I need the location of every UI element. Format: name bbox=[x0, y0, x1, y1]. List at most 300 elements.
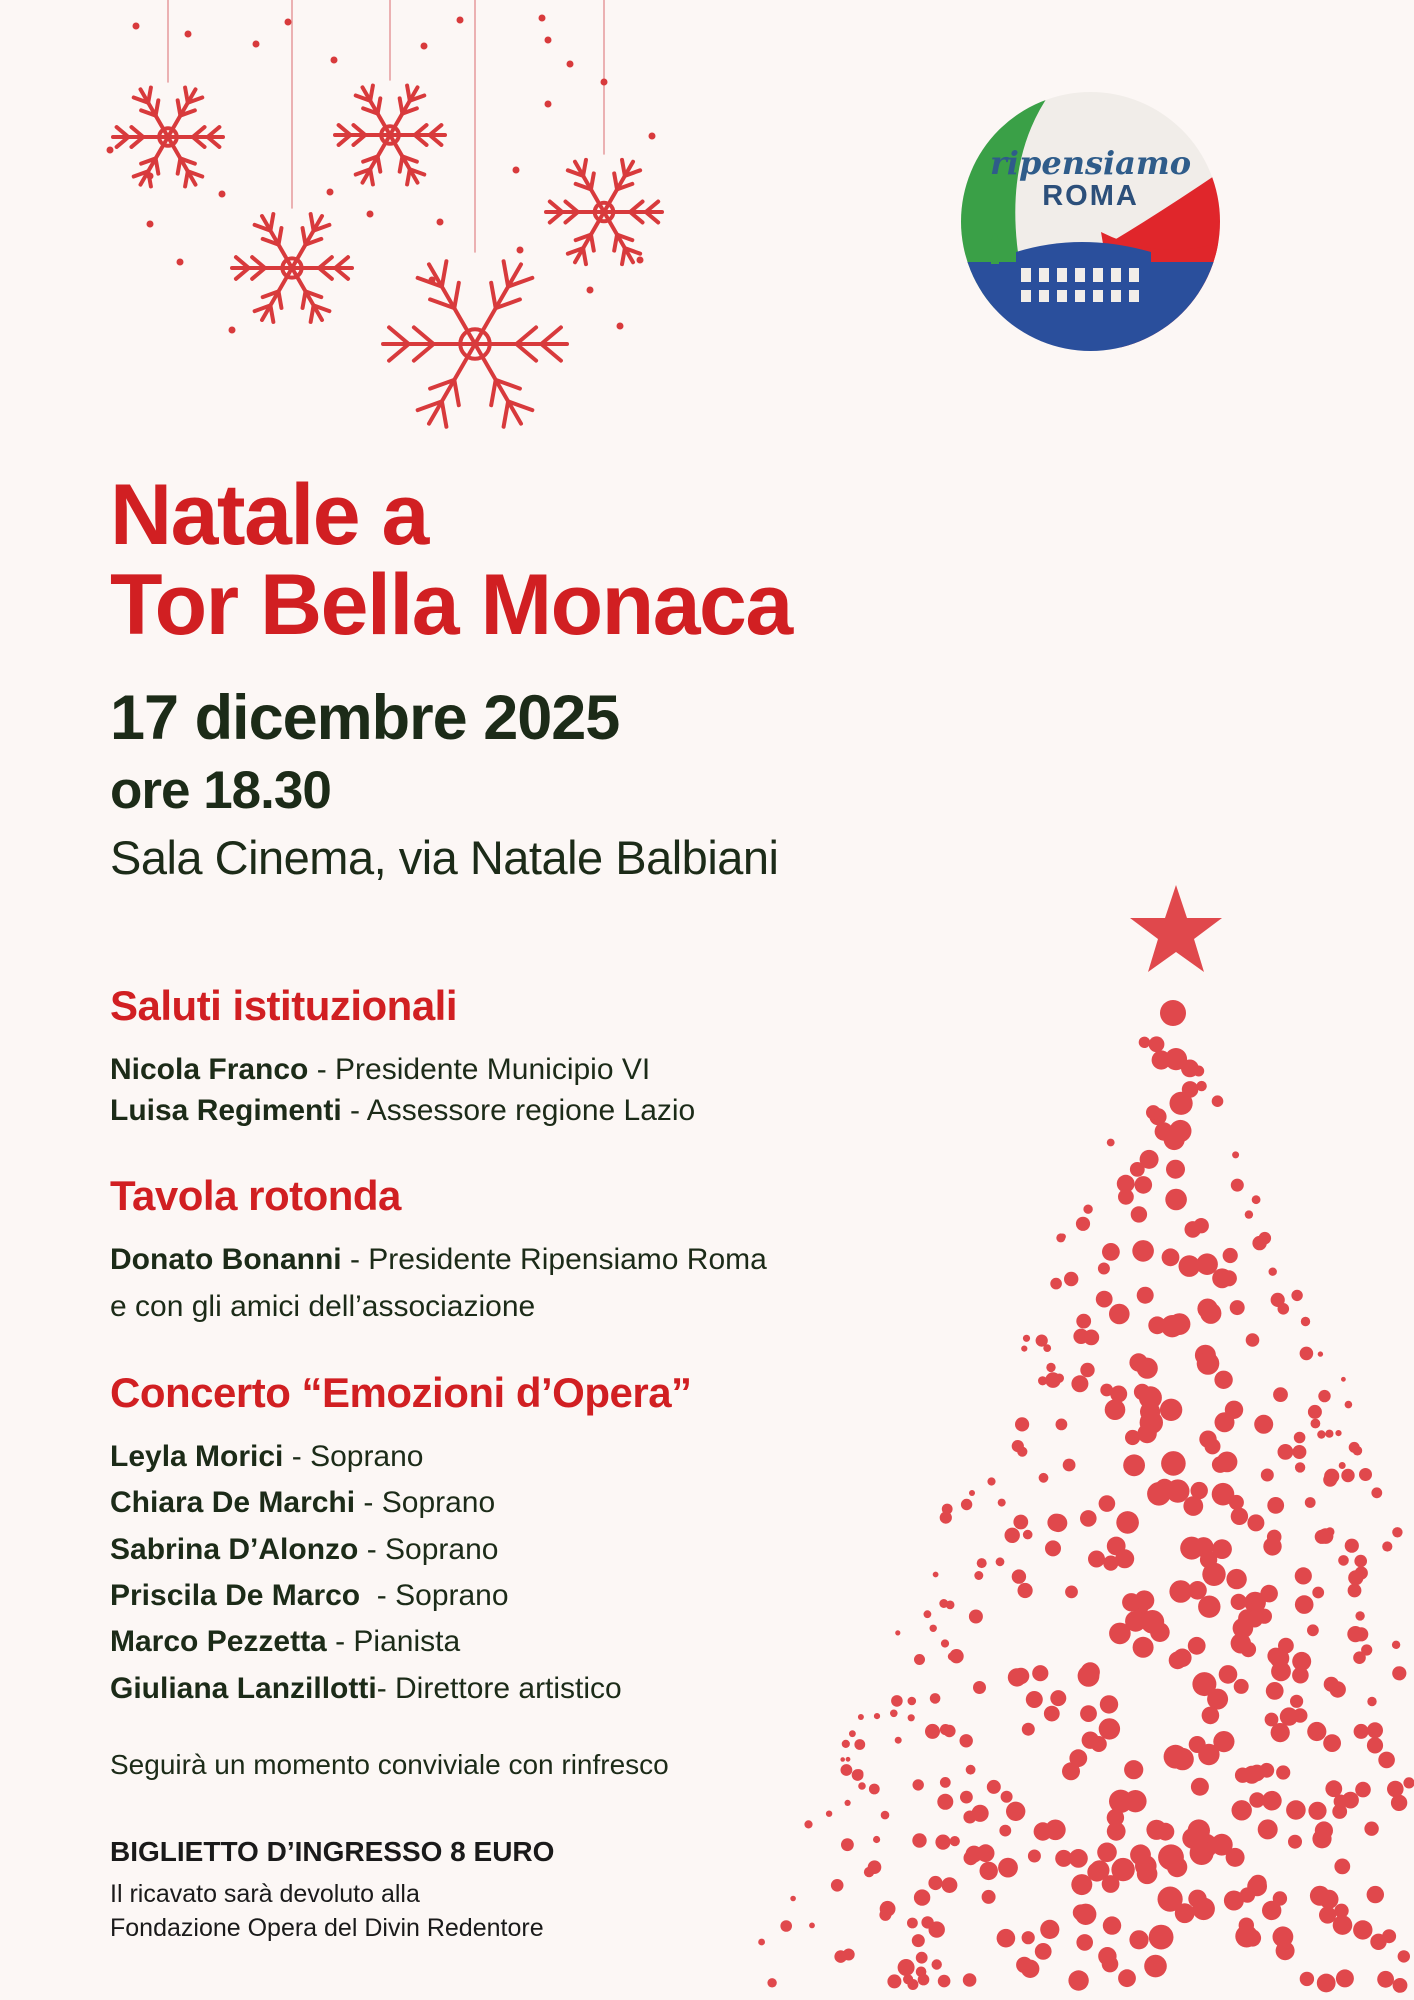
tree-dot bbox=[1367, 1737, 1383, 1753]
tree-dot bbox=[1137, 1864, 1158, 1885]
tree-dot bbox=[1246, 1333, 1260, 1347]
tree-dot bbox=[1308, 1802, 1326, 1820]
tree-dot bbox=[1083, 1330, 1099, 1346]
tree-dot bbox=[974, 1571, 983, 1580]
snow-dot bbox=[545, 37, 552, 44]
snow-dot bbox=[133, 23, 140, 30]
tree-dot bbox=[1219, 1665, 1238, 1684]
tree-dot bbox=[1341, 1377, 1346, 1382]
tree-dot bbox=[1382, 1541, 1392, 1551]
tree-dot bbox=[1076, 1217, 1090, 1231]
tree-dot bbox=[914, 1889, 930, 1905]
tree-dot bbox=[972, 1805, 989, 1822]
tree-dot bbox=[930, 1625, 937, 1632]
tree-dot bbox=[1403, 1777, 1414, 1788]
tree-dot bbox=[1393, 1978, 1408, 1993]
tree-dot bbox=[1348, 1584, 1362, 1598]
performer-line bbox=[110, 1440, 424, 1474]
tree-dot bbox=[998, 1499, 1006, 1507]
tree-dot bbox=[1305, 1497, 1316, 1508]
tree-dot bbox=[940, 1512, 952, 1524]
tree-dot bbox=[1064, 1272, 1078, 1286]
tree-dot bbox=[1252, 1195, 1261, 1204]
tree-dot bbox=[858, 1782, 866, 1790]
tree-dot bbox=[1333, 1915, 1353, 1935]
speaker-role: - Presidente Ripensiamo Roma bbox=[341, 1243, 767, 1276]
tree-dot bbox=[1115, 1549, 1134, 1568]
tree-dot bbox=[1149, 1925, 1174, 1950]
tree-dot bbox=[1049, 1514, 1067, 1532]
tree-dot bbox=[1102, 1956, 1119, 1973]
tree-dot bbox=[1319, 1890, 1338, 1909]
tree-dot bbox=[1018, 1583, 1033, 1598]
tree-dot bbox=[1271, 1723, 1290, 1742]
tree-dot bbox=[1223, 1248, 1238, 1263]
tree-dot bbox=[1150, 1622, 1170, 1642]
tree-dot bbox=[1353, 1920, 1372, 1939]
performer-name: Marco Pezzetta bbox=[110, 1625, 327, 1658]
tree-dot bbox=[903, 1974, 913, 1984]
tree-dot bbox=[1212, 1268, 1232, 1288]
tree-dot bbox=[907, 1918, 918, 1929]
tree-dot bbox=[852, 1769, 864, 1781]
tree-dot bbox=[1192, 1898, 1215, 1921]
event-place: Sala Cinema, via Natale Balbiani bbox=[110, 831, 779, 884]
tree-dot bbox=[1097, 1843, 1117, 1863]
tree-dot bbox=[1205, 1438, 1221, 1454]
christmas-tree-icon bbox=[758, 1000, 1414, 1993]
tree-dot bbox=[1262, 1791, 1282, 1811]
tree-dot bbox=[1125, 1430, 1140, 1445]
tree-dot bbox=[879, 1909, 891, 1921]
snow-dot bbox=[253, 41, 260, 48]
tree-dot bbox=[924, 1610, 932, 1618]
tree-dot bbox=[874, 1713, 880, 1719]
tree-dot bbox=[864, 1867, 874, 1877]
tree-dot bbox=[1254, 1415, 1273, 1434]
tree-dot bbox=[1312, 1587, 1324, 1599]
tree-dot bbox=[998, 1858, 1018, 1878]
tree-dot bbox=[928, 1876, 942, 1890]
tree-dot bbox=[834, 1950, 847, 1963]
tree-dot bbox=[809, 1923, 815, 1929]
tree-dot bbox=[961, 1499, 972, 1510]
snow-dot bbox=[107, 147, 114, 154]
tree-dot bbox=[1267, 1497, 1284, 1514]
tree-dot bbox=[1183, 1496, 1203, 1516]
performer-line bbox=[110, 1672, 622, 1706]
tree-dot bbox=[898, 1959, 915, 1976]
tree-dot bbox=[1098, 1263, 1110, 1275]
tree-dot bbox=[1068, 1970, 1088, 1990]
speaker-role: e con gli amici dell’associazione bbox=[110, 1290, 536, 1323]
tree-dot bbox=[977, 1558, 987, 1568]
section-heading-saluti: Saluti istituzionali bbox=[110, 982, 458, 1029]
tree-dot bbox=[854, 1739, 865, 1750]
tree-dot bbox=[1130, 1162, 1145, 1177]
tree-dot bbox=[1202, 1563, 1225, 1586]
tree-dot bbox=[1118, 1969, 1136, 1987]
tree-dot bbox=[1160, 1000, 1186, 1026]
tree-dot bbox=[1080, 1705, 1097, 1722]
tree-dot bbox=[758, 1939, 765, 1946]
tree-dot bbox=[1099, 1495, 1116, 1512]
snow-dot bbox=[457, 17, 464, 24]
tree-dot bbox=[1398, 1950, 1410, 1962]
tree-dot bbox=[1247, 1514, 1264, 1531]
snowflake-icon bbox=[232, 0, 352, 322]
snow-dot bbox=[285, 19, 292, 26]
tree-dot bbox=[1137, 1287, 1154, 1304]
performer-line bbox=[110, 1533, 498, 1567]
tree-dot bbox=[939, 1599, 948, 1608]
snow-dot bbox=[185, 31, 192, 38]
tree-dot bbox=[1129, 1353, 1147, 1371]
tree-dot bbox=[1278, 1303, 1290, 1315]
tree-dot bbox=[840, 1757, 845, 1762]
star-icon bbox=[1130, 885, 1222, 972]
tree-dot bbox=[1301, 1317, 1310, 1326]
tree-dot bbox=[1295, 1567, 1312, 1584]
tree-dot bbox=[1295, 1462, 1305, 1472]
tree-dot bbox=[1273, 1387, 1288, 1402]
tree-dot bbox=[1315, 1530, 1329, 1544]
tree-dot bbox=[942, 1877, 958, 1893]
tree-dot bbox=[1334, 1859, 1350, 1875]
tree-dot bbox=[1021, 1960, 1039, 1978]
tree-dot bbox=[1276, 1941, 1295, 1960]
tree-dot bbox=[1341, 1469, 1354, 1482]
tree-dot bbox=[1196, 1081, 1206, 1091]
tree-dot bbox=[1109, 1790, 1132, 1813]
tree-dot bbox=[1325, 1430, 1333, 1438]
tree-dot bbox=[1245, 1210, 1253, 1218]
tree-dot bbox=[1295, 1595, 1314, 1614]
tree-dot bbox=[1035, 1943, 1052, 1960]
tree-dot bbox=[1039, 1473, 1049, 1483]
tree-dot bbox=[921, 1916, 933, 1928]
tree-dot bbox=[1113, 1858, 1132, 1877]
logo-script-text: ripensiamo bbox=[989, 144, 1192, 182]
tree-dot bbox=[1131, 1206, 1147, 1222]
tree-dot bbox=[1102, 1875, 1120, 1893]
tree-dot bbox=[1123, 1454, 1145, 1476]
tree-dot bbox=[1318, 1390, 1330, 1402]
tree-dot bbox=[1212, 1095, 1224, 1107]
tree-dot bbox=[1317, 1430, 1325, 1438]
tree-dot bbox=[1335, 1430, 1341, 1436]
snow-dot bbox=[617, 323, 624, 330]
snow-dot bbox=[545, 101, 552, 108]
tree-dot bbox=[973, 1681, 986, 1694]
snowflake-ornaments bbox=[113, 0, 662, 427]
tree-dot bbox=[1116, 1511, 1139, 1534]
snow-dot bbox=[587, 287, 594, 294]
tree-dot bbox=[1157, 1823, 1175, 1841]
ripensiamo-roma-logo bbox=[961, 92, 1220, 351]
tree-dot bbox=[869, 1784, 880, 1795]
tree-dot bbox=[1345, 1401, 1353, 1409]
tree-dot bbox=[1055, 1850, 1072, 1867]
snow-dot bbox=[421, 43, 428, 50]
tree-dot bbox=[841, 1764, 853, 1776]
tree-dot bbox=[1149, 1036, 1165, 1052]
tree-dot bbox=[1169, 1580, 1192, 1603]
tree-dot bbox=[1202, 1707, 1220, 1725]
tree-dot bbox=[1198, 1744, 1219, 1765]
tree-dot bbox=[1133, 1637, 1154, 1658]
snow-dot bbox=[367, 211, 374, 218]
tree-dot bbox=[1190, 1841, 1214, 1865]
tree-dot bbox=[804, 1820, 812, 1828]
tree-dot bbox=[1137, 1424, 1156, 1443]
tree-dot bbox=[1040, 1920, 1059, 1939]
proceeds-line-1: Il ricavato sarà devoluto alla bbox=[110, 1880, 420, 1908]
speaker-line bbox=[110, 1290, 535, 1324]
tree-dot bbox=[1387, 1781, 1404, 1798]
tree-dot bbox=[1230, 1300, 1245, 1315]
tree-dot bbox=[1012, 1569, 1026, 1583]
tree-dot bbox=[1096, 1291, 1113, 1308]
snow-dot bbox=[429, 277, 436, 284]
snowflake-icon bbox=[335, 0, 445, 184]
tree-dot bbox=[1191, 1778, 1209, 1796]
tree-dot bbox=[1391, 1795, 1407, 1811]
tree-dot bbox=[1100, 1695, 1118, 1713]
tree-dot bbox=[1370, 1934, 1386, 1950]
event-time: ore 18.30 bbox=[110, 761, 331, 820]
tree-dot bbox=[780, 1920, 792, 1932]
tree-dot bbox=[1235, 1925, 1258, 1948]
performer-role: - Soprano bbox=[283, 1440, 424, 1473]
tree-dot bbox=[1231, 1508, 1248, 1525]
tree-dot bbox=[948, 1652, 956, 1660]
tree-dot bbox=[1339, 1462, 1346, 1469]
tree-dot bbox=[1169, 1313, 1191, 1335]
tree-dot bbox=[1367, 1886, 1384, 1903]
tree-dot bbox=[1022, 1931, 1035, 1944]
tree-dot bbox=[1353, 1651, 1366, 1664]
tree-dot bbox=[1215, 1412, 1235, 1432]
tree-dot bbox=[938, 1975, 951, 1988]
tree-dot bbox=[1088, 1551, 1105, 1568]
performer-name: Chiara De Marchi bbox=[110, 1486, 356, 1519]
tree-dot bbox=[1224, 1891, 1244, 1911]
tree-dot bbox=[1109, 1623, 1131, 1645]
tree-dot bbox=[1311, 1419, 1321, 1429]
tree-dot bbox=[790, 1896, 796, 1902]
performer-line bbox=[110, 1579, 509, 1613]
tree-dot bbox=[1332, 1804, 1347, 1819]
tree-dot bbox=[1188, 1637, 1206, 1655]
tree-dot bbox=[1292, 1667, 1309, 1684]
snow-dot bbox=[331, 57, 338, 64]
tree-dot bbox=[1166, 1160, 1185, 1179]
tree-dot bbox=[1232, 1151, 1239, 1158]
tree-dot bbox=[941, 1639, 949, 1647]
tree-dot bbox=[895, 1630, 900, 1635]
tree-dot bbox=[1021, 1346, 1027, 1352]
tree-dot bbox=[1278, 1444, 1294, 1460]
tree-dot bbox=[987, 1477, 995, 1485]
tree-dot bbox=[1276, 1765, 1290, 1779]
tree-dot bbox=[1323, 1734, 1341, 1752]
tree-dot bbox=[1257, 1609, 1272, 1624]
event-date: 17 dicembre 2025 bbox=[110, 683, 620, 753]
tree-dot bbox=[1392, 1666, 1406, 1680]
title-line-2: Tor Bella Monaca bbox=[110, 557, 792, 653]
tree-dot bbox=[1160, 1399, 1182, 1421]
tree-dot bbox=[1164, 1745, 1188, 1769]
tree-dot bbox=[1005, 1528, 1020, 1543]
tree-dot bbox=[1324, 1677, 1339, 1692]
performer-name: Priscila De Marco bbox=[110, 1579, 361, 1612]
tree-dot bbox=[940, 1724, 951, 1735]
title-line-1: Natale a bbox=[110, 467, 428, 563]
tree-dot bbox=[1235, 1768, 1250, 1783]
tree-dot bbox=[891, 1695, 903, 1707]
tree-dot bbox=[1258, 1819, 1278, 1839]
tree-dot bbox=[908, 1697, 917, 1706]
tree-dot bbox=[960, 1791, 973, 1804]
tree-dot bbox=[1207, 1689, 1228, 1710]
tree-dot bbox=[987, 1780, 1001, 1794]
tree-dot bbox=[1259, 1232, 1272, 1245]
tree-dot bbox=[1173, 1649, 1192, 1668]
tree-dot bbox=[1234, 1679, 1249, 1694]
tree-dot bbox=[1132, 1240, 1154, 1262]
tree-dot bbox=[1013, 1515, 1028, 1530]
tree-dot bbox=[1308, 1405, 1322, 1419]
tree-dot bbox=[1109, 1304, 1130, 1325]
tree-dot bbox=[966, 1846, 983, 1863]
snowflake-icon bbox=[383, 0, 567, 427]
snow-dot bbox=[649, 133, 656, 140]
tree-dot bbox=[1378, 1752, 1395, 1769]
tree-dot bbox=[1167, 1857, 1187, 1877]
tree-dot bbox=[960, 1734, 973, 1747]
tree-dot bbox=[908, 1714, 915, 1721]
tree-dot bbox=[1345, 1539, 1359, 1553]
tree-dot bbox=[966, 1765, 976, 1775]
snow-dot bbox=[437, 219, 444, 226]
tree-dot bbox=[933, 1572, 939, 1578]
tree-dot bbox=[1129, 1930, 1148, 1949]
tree-dot bbox=[1032, 1665, 1048, 1681]
tree-dot bbox=[997, 1929, 1016, 1948]
tree-dot bbox=[1269, 1268, 1277, 1276]
tree-dot bbox=[969, 1490, 975, 1496]
tree-dot bbox=[1078, 1665, 1100, 1687]
tree-dot bbox=[1043, 1344, 1051, 1352]
tree-dot bbox=[1307, 1624, 1319, 1636]
tree-dot bbox=[1006, 1802, 1025, 1821]
tree-dot bbox=[1107, 1822, 1126, 1841]
tree-dot bbox=[1080, 1510, 1097, 1527]
snow-dot bbox=[327, 189, 334, 196]
tree-dot bbox=[1071, 1874, 1092, 1895]
snow-dot bbox=[229, 327, 236, 334]
snow-dot bbox=[517, 247, 524, 254]
tree-dot bbox=[1367, 1722, 1383, 1738]
tree-dot bbox=[881, 1811, 890, 1820]
tree-dot bbox=[1263, 1537, 1281, 1555]
tree-dot bbox=[1170, 1092, 1193, 1115]
tree-dot bbox=[1300, 1347, 1314, 1361]
tree-dot bbox=[1291, 1290, 1302, 1301]
tree-dot bbox=[1028, 1850, 1041, 1863]
snowflake-icon bbox=[113, 0, 223, 186]
tree-dot bbox=[996, 1557, 1005, 1566]
speaker-name: Donato Bonanni bbox=[110, 1243, 342, 1276]
tree-dot bbox=[1197, 1352, 1220, 1375]
tree-dot bbox=[969, 1610, 983, 1624]
performer-name: Giuliana Lanzillotti bbox=[110, 1672, 377, 1705]
tree-dot bbox=[1318, 1351, 1323, 1356]
section-heading-tavola: Tavola rotonda bbox=[110, 1172, 401, 1219]
performer-role: - Soprano bbox=[355, 1486, 496, 1519]
performer-role: - Soprano bbox=[360, 1579, 509, 1612]
tree-dot bbox=[913, 1779, 924, 1790]
tree-dot bbox=[950, 1836, 960, 1846]
tree-dot bbox=[1044, 1706, 1060, 1722]
snow-dot bbox=[637, 257, 644, 264]
tree-dot bbox=[1038, 1376, 1047, 1385]
tree-dot bbox=[1200, 1303, 1221, 1324]
tree-dot bbox=[1354, 1724, 1369, 1739]
speaker-name: Nicola Franco bbox=[110, 1053, 309, 1086]
tree-dot bbox=[1229, 1495, 1244, 1510]
tree-dot bbox=[937, 1794, 953, 1810]
tree-dot bbox=[1338, 1555, 1349, 1566]
tree-dot bbox=[1050, 1690, 1066, 1706]
tree-dot bbox=[1076, 1934, 1093, 1951]
snow-dot bbox=[147, 221, 154, 228]
tree-dot bbox=[1076, 1314, 1091, 1329]
tree-dot bbox=[826, 1811, 832, 1817]
snow-dot bbox=[567, 61, 574, 68]
tree-dot bbox=[1166, 1479, 1189, 1502]
logo-name-text: ROMA bbox=[1042, 180, 1139, 212]
tree-dot bbox=[1317, 1974, 1336, 1993]
event-title bbox=[110, 467, 792, 653]
tree-dot bbox=[1367, 1697, 1376, 1706]
tree-dot bbox=[1026, 1691, 1043, 1708]
tree-dot bbox=[1118, 1189, 1134, 1205]
reception-note: Seguirà un momento conviviale con rinfresco bbox=[110, 1749, 669, 1780]
tree-dot bbox=[1355, 1782, 1371, 1798]
tree-dot bbox=[831, 1879, 844, 1892]
tree-dot bbox=[1175, 1903, 1195, 1923]
tree-dot bbox=[1392, 1641, 1400, 1649]
speaker-role: - Presidente Municipio VI bbox=[308, 1053, 651, 1086]
tree-dot bbox=[1280, 1707, 1298, 1725]
tree-dot bbox=[1071, 1375, 1088, 1392]
tree-dot bbox=[1146, 1105, 1161, 1120]
section-heading-concerto: Concerto “Emozioni d’Opera” bbox=[110, 1369, 692, 1416]
tree-dot bbox=[1292, 1445, 1306, 1459]
performer-role: - Direttore artistico bbox=[376, 1672, 622, 1705]
tree-dot bbox=[925, 1724, 940, 1739]
tree-dot bbox=[1232, 1800, 1252, 1820]
tree-dot bbox=[1135, 1176, 1153, 1194]
tree-dot bbox=[1231, 1179, 1244, 1192]
tree-dot bbox=[1015, 1417, 1029, 1431]
tree-dot bbox=[1034, 1822, 1052, 1840]
tree-dot bbox=[1353, 1446, 1363, 1456]
tree-dot bbox=[1181, 1060, 1199, 1078]
tree-dot bbox=[1105, 1399, 1126, 1420]
